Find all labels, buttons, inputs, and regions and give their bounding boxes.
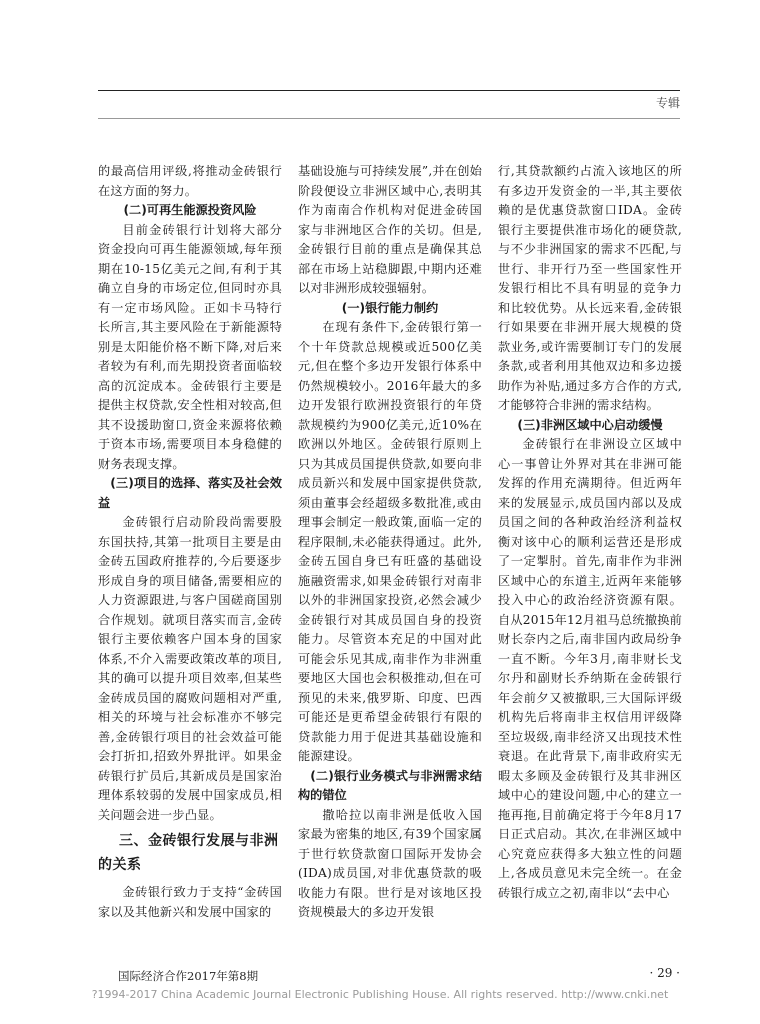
subsection-heading: (二)银行业务模式与非洲需求结构的错位: [298, 768, 482, 802]
paragraph: 目前金砖银行计划将大部分资金投向可再生能源领域,每年预期在10-15亿美元之间,有利于其确立自身的市场定位,但同时亦具有一定市场风险。正如卡马特行长所言,其主要风险在于新能源特别是太阳能价格不断下降,对后来者较为有利,而先期投资者面临较高的沉淀成本。金砖银行主要是提供主权贷款,安全性相对较高,但其不设援助窗口,资金来源将依赖于资本市场,需要项目本身稳健的财务表现支撑。: [98, 222, 282, 471]
text-column-1: [98, 162, 282, 962]
header-top-rule: [98, 90, 680, 91]
section-heading: 三、金砖银行发展与非洲的关系: [98, 833, 279, 873]
section-tag: 专辑: [655, 96, 680, 110]
subsection-heading: (三)项目的选择、落实及社会效益: [98, 476, 282, 510]
text-column-2: [298, 162, 482, 962]
copyright-notice: ?1994-2017 China Academic Journal Electronic Publishing House. All rights reserved. http://www.cnki.net: [91, 988, 669, 1001]
paragraph: 金砖银行在非洲设立区域中心一事曾让外界对其在非洲可能发挥的作用充满期待。但近两年来的发展显示,成员国内部以及成员国之间的各种政治经济利益权衡对该中心的顺利运营还是形成了一定掣肘。首先,南非作为非洲区域中心的东道主,近两年来能够投入中心的政治经济资源有限。自从2015年12月祖马总统撤换前财长奈内之后,南非国内政局纷争一直不断。今年3月,南非财长戈尔丹和副财长乔纳斯在金砖银行年会前夕又被撤职,三大国际评级机构先后将南非主权信用评级降至垃圾级,南非经济又出现技术性衰退。在此背景下,南非政府实无暇太多顾及金砖银行及其非洲区域中心的建设问题,中心的建立一拖再拖,目前确定将于今年8月17日正式启动。其次,在非洲区域中心究竟应获得多大独立性的问题上,各成员意见未完全统一。在金砖银行成立之初,南非以“去中心: [498, 437, 682, 900]
article-body: [98, 162, 682, 962]
page-number: · 29 ·: [649, 966, 680, 980]
paragraph: 在现有条件下,金砖银行第一个十年贷款总规模或近500亿美元,但在整个多边开发银行体系中仍然规模较小。2016年最大的多边开发银行欧洲投资银行的年贷款规模约为900亿美元,近10%在欧洲以外地区。金砖银行原则上只为其成员国提供贷款,如要向非成员新兴和发展中国家提供贷款,须由董事会经超级多数批准,或由理事会制定一般政策,面临一定的程序限制,未必能获得通过。此外,金砖五国自身已有旺盛的基础设施融资需求,如果金砖银行对南非以外的非洲国家投资,必然会减少金砖银行对其成员国自身的投资能力。尽管资本充足的中国对此可能会乐见其成,南非作为非洲重要地区大国也会积极推动,但在可预见的未来,俄罗斯、印度、巴西可能还是更希望金砖银行有限的贷款能力用于促进其基础设施和能源建设。: [298, 320, 482, 763]
paragraph: 撒哈拉以南非洲是低收入国家最为密集的地区,有39个国家属于世行软贷款窗口国际开发协会(IDA)成员国,对非优惠贷款的吸收能力有限。世行是对该地区投资规模最大的多边开发银: [298, 807, 482, 919]
subsection-heading: (二)可再生能源投资风险: [123, 203, 257, 217]
paragraph: 金砖银行启动阶段尚需要股东国扶持,其第一批项目主要是由金砖五国政府推荐的,今后要逐步形成自身的项目储备,需要相应的人力资源跟进,与客户国磋商国别合作规划。就项目落实而言,金砖银行主要依赖客户国本身的国家体系,不介入需要政策改革的项目,其的确可以提升项目效率,但某些金砖成员国的腐败问题相对严重,相关的环境与社会标准亦不够完善,金砖银行项目的社会效益可能会打折扣,招致外界批评。如果金砖银行扩员后,其新成员是国家治理体系较弱的发展中国家成员,相关问题会进一步凸显。: [98, 515, 282, 822]
subsection-heading: (三)非洲区域中心启动缓慢: [517, 417, 663, 432]
paragraph: 基础设施与可持续发展”,并在创始阶段便设立非洲区域中心,表明其作为南南合作机构对促进金砖国家与非洲地区合作的关切。但是,金砖银行目前的重点是确保其总部在市场上站稳脚跟,中期内还难以对非洲形成较强辐射。: [298, 164, 482, 295]
paragraph: 行,其贷款额约占流入该地区的所有多边开发资金的一半,其主要依赖的是优惠贷款窗口IDA。金砖银行主要提供准市场化的硬贷款,与不少非洲国家的需求不匹配,与世行、非开行乃至一些国家性开发银行相比不具有明显的竞争力和比较优势。从长远来看,金砖银行如果要在非洲开展大规模的贷款业务,或许需要制订专门的发展条款,或者利用其他双边和多边援助作为补贴,通过多方合作的方式,才能够符合非洲的需求结构。: [498, 164, 682, 412]
text-column-3: [498, 162, 682, 962]
header-rule: [98, 118, 680, 119]
journal-issue: 国际经济合作2017年第8期: [118, 969, 259, 983]
paragraph: 的最高信用评级,将推动金砖银行在这方面的努力。: [98, 164, 282, 198]
paragraph: 金砖银行致力于支持“金砖国家以及其他新兴和发展中国家的: [98, 885, 282, 919]
subsection-heading: (一)银行能力制约: [341, 300, 439, 315]
